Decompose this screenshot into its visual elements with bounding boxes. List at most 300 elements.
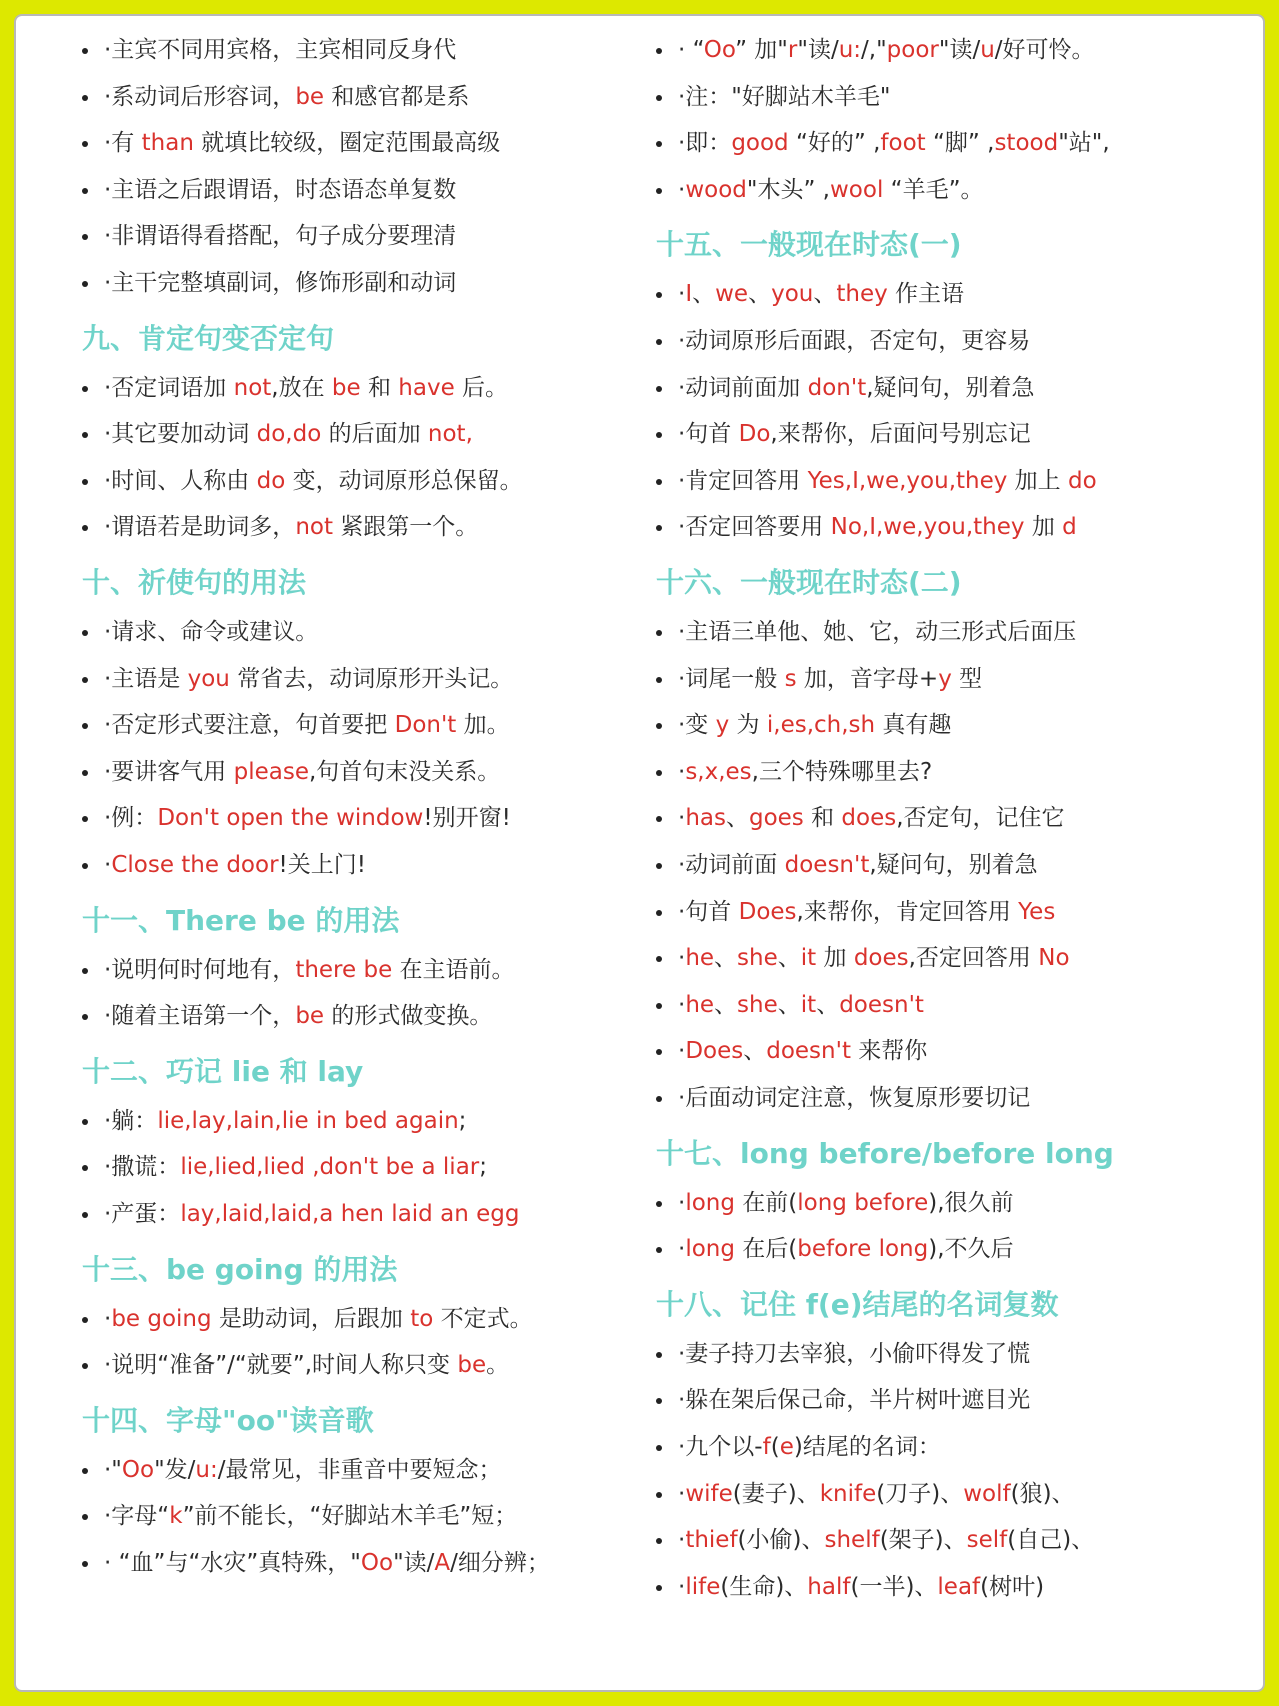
bullet-icon (82, 630, 88, 636)
bullet-icon (82, 525, 88, 531)
text-segment: · (678, 1573, 686, 1600)
text-segment: (刀子)、 (876, 1480, 964, 1507)
text-segment: 、 (777, 945, 801, 972)
text-segment: 、 (816, 991, 840, 1018)
highlight-text: to (410, 1305, 434, 1332)
list-item-text (678, 509, 1077, 545)
highlight-text: life (685, 1573, 721, 1600)
text-segment: ·主宾不同用宾格，主宾相同反身代 (104, 37, 457, 63)
text-segment: (狼)、 (1010, 1480, 1075, 1507)
bullet-icon (656, 432, 662, 438)
bullet-icon (656, 956, 662, 962)
text-segment: ·变 (678, 712, 716, 739)
text-segment: “好的” , (788, 130, 881, 157)
text-segment: ,疑问句，别着急 (869, 852, 1038, 878)
text-segment: ),不久后 (928, 1236, 1014, 1263)
list-item-text (678, 661, 982, 697)
list-item-text (104, 370, 508, 406)
list-item-text (678, 125, 1110, 161)
text-segment: 的后面加 (321, 421, 428, 448)
list-item-text (104, 172, 456, 208)
highlight-text: doesn't (784, 852, 870, 878)
list-item-text (678, 172, 984, 208)
list-item-text (678, 847, 1038, 883)
list-item-text (678, 1476, 1075, 1512)
text-segment: · “血”与“水灾”真特殊，" (104, 1550, 361, 1576)
list-item-text (678, 1033, 927, 1069)
text-segment: !关上门! (278, 852, 366, 878)
text-segment: ,放在 (271, 374, 332, 401)
text-segment: (小偷)、 (737, 1527, 825, 1554)
text-segment: !别开窗! (423, 805, 511, 832)
bullet-icon (656, 95, 662, 101)
text-segment: ·躺： (104, 1107, 158, 1134)
bullet-icon (656, 188, 662, 194)
text-segment: 就填比较级，圈定范围最高级 (193, 130, 501, 157)
highlight-text: long before (797, 1189, 929, 1216)
text-segment: 、 (692, 281, 716, 308)
list-item-text (678, 1569, 1044, 1605)
bullet-icon (656, 48, 662, 54)
highlight-text: d (1062, 514, 1077, 541)
bullet-icon (656, 339, 662, 345)
text-segment: ·主语三单他、她、它，动三形式后面压 (678, 619, 1077, 645)
list-item-text (678, 276, 964, 312)
text-segment: 是助动词，后跟加 (211, 1305, 411, 1332)
highlight-text: does (841, 805, 897, 832)
list-item-text (678, 987, 924, 1023)
highlight-text: s (784, 665, 797, 692)
list-item-text (104, 218, 456, 254)
highlight-text: they (836, 281, 888, 308)
highlight-text: Does (685, 1038, 744, 1065)
text-segment: ,否定句，记住它 (896, 805, 1065, 832)
highlight-text: y (715, 712, 730, 739)
highlight-text: shelf (824, 1527, 880, 1554)
highlight-text: be going (111, 1305, 212, 1332)
text-segment: "发/ (154, 1456, 196, 1483)
highlight-text: lie,lied,lied ,don't be a liar (180, 1154, 480, 1181)
list-item-text (678, 32, 1095, 68)
text-segment: ·字母“ (104, 1503, 170, 1530)
bullet-icon (656, 1201, 662, 1207)
bullet-icon (656, 1445, 662, 1451)
bullet-icon (82, 234, 88, 240)
highlight-text: she (737, 945, 778, 972)
highlight-text: Oo (703, 37, 736, 63)
list-item-text (678, 1185, 1014, 1221)
bullet-icon (656, 525, 662, 531)
list-item-text (678, 614, 1076, 650)
text-segment: ·撒谎： (104, 1154, 181, 1181)
highlight-text: he (685, 991, 715, 1018)
text-segment: ),很久前 (928, 1189, 1014, 1216)
text-segment: ·即： (678, 130, 732, 157)
highlight-text: stood (994, 130, 1059, 157)
list-item-text (104, 1498, 517, 1534)
bullet-icon (82, 816, 88, 822)
highlight-text: she (737, 991, 778, 1018)
text-segment: 不定式。 (433, 1305, 533, 1332)
highlight-text: long (685, 1189, 735, 1216)
list-item-text (104, 998, 492, 1034)
text-segment: ·后面动词定注意，恢复原形要切记 (678, 1085, 1031, 1111)
highlight-text: lie,lay,lain,lie in bed again (157, 1107, 459, 1134)
text-segment: /好可怜。 (994, 37, 1095, 63)
text-segment: ·九个以- (678, 1434, 763, 1460)
list-item-text (104, 1301, 533, 1337)
list-item-text (678, 323, 1030, 359)
bullet-icon (82, 770, 88, 776)
bullet-icon (82, 188, 88, 194)
text-segment: ,三个特殊哪里去? (751, 758, 933, 785)
text-segment: ·产蛋： (104, 1201, 181, 1227)
highlight-text: be (295, 83, 325, 110)
section-heading: 十五、一般现在时态(一) (656, 228, 962, 262)
highlight-text: not (295, 514, 333, 541)
highlight-text: there be (295, 956, 393, 983)
list-item-text (104, 614, 318, 650)
list-item-text (104, 1149, 487, 1185)
list-item-text (104, 754, 500, 790)
text-segment: ·系动词后形容词， (104, 83, 296, 110)
bullet-icon (82, 479, 88, 485)
highlight-text: doesn't (766, 1038, 851, 1065)
section-heading: 十七、long before/before long (656, 1136, 1114, 1170)
highlight-text: e (779, 1434, 794, 1460)
list-item-text (678, 416, 1031, 452)
bullet-icon (656, 1003, 662, 1009)
highlight-text: r (787, 37, 798, 63)
bullet-icon (82, 1119, 88, 1125)
text-segment: · (678, 758, 686, 785)
bullet-icon (656, 1049, 662, 1055)
highlight-text: lay,laid,laid,a hen laid an egg (180, 1201, 520, 1227)
text-segment: 的形式做变换。 (324, 1003, 493, 1030)
list-item-text (678, 754, 932, 790)
highlight-text: goes (748, 805, 804, 832)
highlight-text: wool (830, 176, 884, 203)
highlight-text: before long (797, 1236, 929, 1263)
bullet-icon (82, 432, 88, 438)
highlight-text: u: (838, 37, 862, 63)
text-segment: 真有趣 (875, 712, 952, 739)
text-segment: "站", (1058, 130, 1110, 157)
text-segment: 加 (816, 945, 854, 972)
text-segment: 加，音字母+ (796, 665, 939, 692)
list-item-text (104, 1347, 509, 1383)
highlight-text: f (762, 1434, 771, 1460)
bullet-icon (82, 1165, 88, 1171)
text-segment: · (678, 1480, 686, 1507)
text-segment: 和 (803, 805, 842, 832)
text-segment: ; (458, 1107, 467, 1134)
text-segment: ·其它要加动词 (104, 421, 257, 448)
text-segment: · (104, 1305, 112, 1332)
text-segment: /最常见，非重音中要短念； (217, 1456, 502, 1483)
text-segment: 。 (486, 1352, 510, 1379)
text-segment: ·" (104, 1456, 122, 1483)
highlight-text: do (256, 467, 286, 494)
text-segment: ,否定回答用 (908, 945, 1039, 972)
text-segment: ·词尾一般 (678, 665, 785, 692)
page-frame (14, 14, 1265, 1692)
text-segment: ,句首句末没关系。 (309, 758, 501, 785)
list-item-text (104, 32, 456, 68)
highlight-text: Oo (360, 1550, 394, 1576)
text-segment: )结尾的名词： (793, 1434, 941, 1460)
text-segment: ·动词原形后面跟，否定句，更容易 (678, 328, 1031, 354)
text-segment: · (678, 945, 686, 972)
highlight-text: be (295, 1003, 325, 1030)
highlight-text: it (800, 945, 817, 972)
list-item-text (104, 265, 456, 301)
highlight-text: don't (807, 374, 867, 401)
highlight-text: leaf (937, 1573, 981, 1600)
text-segment: ·时间、人称由 (104, 467, 257, 494)
list-item-text (678, 1231, 1014, 1267)
text-segment: ·注："好脚站木羊毛" (678, 83, 891, 110)
text-segment: ·有 (104, 130, 142, 157)
list-item-text (678, 1429, 941, 1465)
list-item-text (678, 1382, 1030, 1418)
bullet-icon (82, 141, 88, 147)
list-item-text (678, 79, 890, 115)
text-segment: ·句首 (678, 421, 739, 448)
list-item-text (678, 1336, 1030, 1372)
bullet-icon (82, 677, 88, 683)
highlight-text: than (141, 130, 194, 157)
highlight-text: A (434, 1550, 451, 1576)
section-heading: 十二、巧记 lie 和 lay (82, 1054, 364, 1088)
text-segment: "读/ (393, 1550, 435, 1576)
list-item-text (678, 707, 951, 743)
list-item-text (678, 463, 1097, 499)
highlight-text: wood (685, 176, 747, 203)
highlight-text: I (685, 281, 693, 308)
bullet-icon (82, 1212, 88, 1218)
section-heading: 九、肯定句变否定句 (82, 321, 335, 355)
text-segment: (生命)、 (720, 1573, 808, 1600)
highlight-text: Don't (394, 712, 457, 739)
bullet-icon (656, 910, 662, 916)
highlight-text: i,es,ch,sh (766, 712, 876, 739)
list-item-text (104, 416, 473, 452)
bullet-icon (656, 1247, 662, 1253)
bullet-icon (82, 95, 88, 101)
section-heading: 十、祈使句的用法 (82, 566, 307, 599)
bullet-icon (82, 1363, 88, 1369)
highlight-text: k (169, 1503, 183, 1530)
highlight-text: not (233, 374, 272, 401)
highlight-text: Yes (1018, 898, 1056, 925)
bullet-icon (656, 1398, 662, 1404)
text-segment: ·句首 (678, 898, 739, 925)
bullet-icon (82, 1014, 88, 1020)
bullet-icon (656, 386, 662, 392)
text-segment: 在前( (734, 1189, 798, 1216)
list-item-text (104, 800, 511, 836)
list-item-text (678, 1522, 1094, 1558)
highlight-text: Yes,I,we,you,they (807, 467, 1008, 494)
text-segment: 、 (714, 945, 738, 972)
text-segment: ,疑问句，别着急 (866, 374, 1035, 401)
list-item-text (104, 1196, 519, 1232)
text-segment: · (678, 1189, 686, 1216)
highlight-text: you (187, 665, 230, 692)
highlight-text: u (980, 37, 995, 63)
highlight-text: wife (685, 1480, 733, 1507)
text-segment: ·主语之后跟谓语，时态语态单复数 (104, 176, 457, 203)
section-heading: 十四、字母"oo"读音歌 (82, 1403, 374, 1437)
highlight-text: u: (195, 1456, 218, 1483)
bullet-icon (656, 1352, 662, 1358)
text-segment: ·例： (104, 805, 158, 832)
highlight-text: has (685, 805, 726, 832)
text-segment: 加 (1024, 514, 1063, 541)
section-heading: 十八、记住 f(e)结尾的名词复数 (656, 1287, 1059, 1321)
text-segment: · (678, 1527, 686, 1554)
highlight-text: No,I,we,you,they (830, 514, 1025, 541)
text-segment: 、 (813, 281, 837, 308)
text-segment: · (678, 1236, 686, 1263)
text-segment: “羊毛”。 (883, 176, 984, 203)
bullet-icon (656, 816, 662, 822)
text-segment: ( (770, 1434, 780, 1460)
highlight-text: long (685, 1236, 735, 1263)
bullet-icon (656, 292, 662, 298)
highlight-text: he (685, 945, 715, 972)
text-segment: 后。 (454, 374, 509, 401)
highlight-text: Oo (121, 1456, 155, 1483)
highlight-text: we (715, 281, 749, 308)
text-segment: (妻子)、 (732, 1480, 820, 1507)
highlight-text: y (938, 665, 952, 692)
text-segment: 变，动词原形总保留。 (285, 467, 523, 494)
bullet-icon (656, 863, 662, 869)
text-segment: · (678, 1038, 686, 1065)
highlight-text: self (966, 1527, 1008, 1554)
highlight-text: poor (886, 37, 939, 63)
list-item-text (678, 1080, 1030, 1116)
text-segment: 、 (725, 805, 749, 832)
list-item-text (104, 661, 513, 697)
bullet-icon (82, 386, 88, 392)
text-segment: · (678, 281, 686, 308)
text-segment: ·非谓语得看搭配，句子成分要理清 (104, 223, 457, 250)
text-segment: ·否定形式要注意，句首要把 (104, 712, 395, 739)
text-segment: 来帮你 (850, 1038, 928, 1065)
bullet-icon (656, 677, 662, 683)
list-item-text (678, 370, 1035, 406)
text-segment: · (678, 176, 686, 203)
list-item-text (104, 952, 515, 988)
bullet-icon (656, 723, 662, 729)
highlight-text: do,do (256, 421, 322, 448)
bullet-icon (82, 968, 88, 974)
bullet-icon (82, 1468, 88, 1474)
list-item-text (104, 509, 478, 545)
section-heading: 十一、There be 的用法 (82, 903, 400, 937)
text-segment: ·说明何时何地有， (104, 956, 296, 983)
text-segment: (一半)、 (850, 1573, 938, 1600)
highlight-text: wolf (963, 1480, 1011, 1507)
text-segment: “脚” , (925, 130, 995, 157)
bullet-icon (82, 1514, 88, 1520)
highlight-text: Don't open the window (157, 805, 424, 832)
bullet-icon (656, 770, 662, 776)
text-segment: (自己)、 (1007, 1527, 1095, 1554)
highlight-text: do (1067, 467, 1097, 494)
text-segment: "读/ (797, 37, 839, 63)
highlight-text: please (233, 758, 309, 785)
bullet-icon (656, 1585, 662, 1591)
highlight-text: Does (738, 898, 797, 925)
highlight-text: thief (685, 1527, 738, 1554)
text-segment: ,来帮你，肯定回答用 (796, 898, 1019, 925)
text-segment: 作主语 (887, 281, 965, 308)
text-segment: "木头” , (746, 176, 830, 203)
list-item-text (104, 463, 523, 499)
list-item-text (104, 707, 510, 743)
highlight-text: not, (427, 421, 473, 448)
highlight-text: foot (880, 130, 926, 157)
text-segment: 在后( (734, 1236, 798, 1263)
text-segment: 、 (743, 1038, 767, 1065)
text-segment: 和感官都是系 (324, 83, 470, 110)
highlight-text: No (1038, 945, 1070, 972)
section-heading: 十三、be going 的用法 (82, 1252, 398, 1286)
bullet-icon (82, 281, 88, 287)
highlight-text: Close the door (111, 852, 279, 878)
text-segment: 、 (748, 281, 772, 308)
text-segment: 常省去，动词原形开头记。 (229, 665, 514, 692)
list-item-text (104, 1103, 466, 1139)
list-item-text (104, 1545, 550, 1581)
text-segment: 、 (777, 991, 801, 1018)
highlight-text: it (800, 991, 817, 1018)
text-segment: · (678, 805, 686, 832)
highlight-text: be (457, 1352, 487, 1379)
list-item-text (678, 800, 1065, 836)
list-item-text (678, 940, 1070, 976)
text-segment: /细分辨； (450, 1550, 550, 1576)
bullet-icon (656, 1096, 662, 1102)
text-segment: ·随着主语第一个， (104, 1003, 296, 1030)
text-segment: ·肯定回答用 (678, 467, 808, 494)
text-segment: ·要讲客气用 (104, 758, 234, 785)
text-segment: ·说明“准备”/“就要”,时间人称只变 (104, 1352, 458, 1379)
text-segment: ·否定回答要用 (678, 514, 831, 541)
text-segment: "读/ (938, 37, 981, 63)
text-segment: /," (861, 37, 887, 63)
text-segment: ·谓语若是助词多， (104, 514, 296, 541)
text-segment: ; (479, 1154, 487, 1181)
text-segment: ·妻子持刀去宰狼，小偷吓得发了慌 (678, 1340, 1031, 1367)
text-segment: 型 (951, 665, 983, 692)
highlight-text: knife (819, 1480, 877, 1507)
bullet-icon (82, 1561, 88, 1567)
text-segment: · (104, 852, 112, 878)
list-item-text (104, 1452, 501, 1488)
text-segment: ·请求、命令或建议。 (104, 619, 319, 645)
text-segment: ”前不能长，“好脚站木羊毛”短； (182, 1503, 518, 1530)
text-segment: (架子)、 (879, 1527, 967, 1554)
text-segment: ·主语是 (104, 665, 188, 692)
text-segment: 加。 (456, 712, 510, 739)
text-segment: ·躲在架后保己命，半片树叶遮目光 (678, 1387, 1031, 1414)
text-segment: 和 (360, 374, 399, 401)
